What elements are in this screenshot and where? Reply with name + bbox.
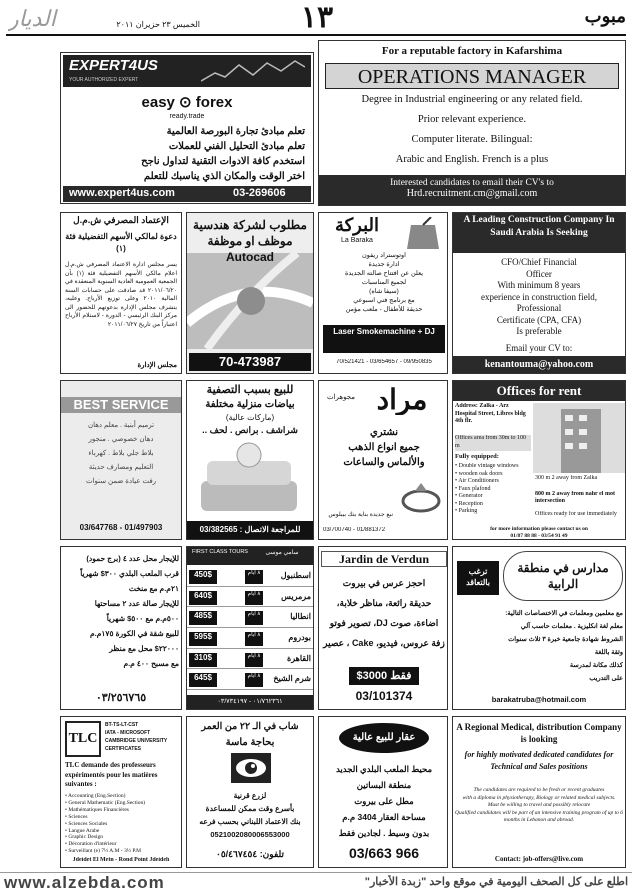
offices-address: Address: Zalka - Arz Hospital Street, Libres bldg 4th flr.: [455, 403, 526, 424]
jewel-line: نشتري: [369, 427, 399, 438]
rent-phone: ٠٣/٢٥٦٧٦٥: [95, 692, 147, 704]
offices-equip-list: [455, 463, 531, 525]
rent-line: ٥٠٠م.م مع ٥٠٠$ شهرياً: [106, 614, 179, 623]
best-phones: 03/647768 - 01/497903: [79, 523, 163, 532]
tour-city: مرمريس: [281, 591, 311, 601]
section-title: مبوب: [584, 6, 626, 26]
tour-row: [187, 650, 313, 670]
ad-ops-line: Arabic and English. French is a plus: [395, 154, 549, 165]
verdun-price: فقط 3000$: [349, 667, 419, 685]
school-lines: [457, 607, 623, 691]
construction-email-label: Email your CV to:: [505, 343, 573, 353]
tours-head: [187, 547, 313, 565]
offices-equip-item: • Double vintage windows: [455, 463, 531, 471]
jewel-logo: مراد: [376, 385, 428, 415]
fez-hat-icon: [403, 217, 443, 251]
expert-line: تعلم مبادئ التحليل الفني للعملات: [168, 141, 305, 152]
school-line: كذلك مكانة لمدرسة: [569, 662, 623, 669]
ad-rent: [60, 546, 182, 710]
school-email: barakatruba@hotmail.com: [491, 695, 587, 704]
tours-footer: ٠١/٧٦٢٣٦١ - ٠٣/٧٣٤١٩٧: [187, 695, 313, 709]
offices-phones: 01/87 88 88 - 03/54 91 49: [510, 533, 568, 539]
offices-note: 800 m 2 away from nahr el mot intersection: [535, 491, 615, 504]
tour-city: اسطنبول: [280, 571, 311, 580]
ad-job: [186, 716, 314, 868]
construction-line: Officer: [526, 268, 552, 279]
land-line: بدون وسيط . لجادين فقط: [338, 828, 430, 838]
engineer-title: مطلوب لشركة هندسية موظف او موظفة Autocad: [193, 218, 307, 264]
medical-title: A Regional Medical, distribution Company is looking: [456, 722, 622, 744]
offices-note: Offices ready for use immediately: [535, 511, 617, 517]
jewel-lines: [321, 425, 447, 473]
verdun-line: زفة عروس، فيديو، Cake ، عصير: [323, 638, 445, 648]
job-line: بأسرع وقت ممكن للمساعدة: [205, 804, 295, 813]
verdun-line: حديقة رائعة، مناظر خلابة،: [336, 598, 432, 608]
tours-company: FIRST CLASS TOURS: [192, 549, 248, 555]
expert-line: تعلم مبادئ تجارة البورصة العالمية: [166, 126, 305, 137]
land-title: عقار للبيع عالية: [339, 723, 429, 753]
construction-line: Is preferable: [516, 326, 562, 336]
baraka-line: يعلن عن افتتاح صالته الجديدة: [344, 270, 424, 277]
job-lines: [189, 789, 311, 845]
tour-price: 485$: [189, 611, 217, 625]
ad-engineer: [186, 212, 314, 374]
construction-lines: [453, 257, 625, 341]
job-line: لزرع قرنية: [233, 791, 267, 800]
medical-line: Qualified candidates will be part of an intensive training program of up to 6 months in Lebanon and abroad.: [455, 809, 623, 823]
baraka-logo-sub: La Baraka: [341, 237, 373, 244]
tlc-logo: TLC: [65, 721, 101, 757]
verdun-line: احجز عرس في بيروت: [342, 578, 426, 588]
best-line: ترميم أبنية . معلم دهان: [87, 422, 155, 429]
offices-note: 300 m 2 away from Zalka: [535, 475, 598, 481]
jewel-line: والألماس والساعات: [343, 457, 425, 468]
baraka-dj: Laser Smokemachine + DJ: [323, 325, 445, 353]
tour-days: ٨ أيام: [245, 673, 263, 687]
land-line: محيط الملعب البلدي الجديد: [335, 764, 433, 774]
ad-medical: [452, 716, 626, 868]
page-header: [0, 0, 632, 38]
offices-equip-title: Fully equipped:: [455, 453, 499, 460]
tlc-item: • Accounting (Eng.Section): [65, 793, 179, 800]
eye-icon: [231, 753, 271, 783]
best-line: التعليم ومصارف حديثة: [88, 464, 154, 471]
ad-bank: [60, 212, 182, 374]
ad-expert4us: [60, 52, 314, 204]
rent-line: مع مسبح ٤٠٠ م.م: [123, 659, 179, 668]
offices-equip-item: • Reception: [455, 501, 531, 509]
land-line: منطقة البساتين: [356, 780, 412, 790]
tlc-item: • Surveillant (e) 7½ A.M - 3½ P.M: [65, 848, 179, 855]
tours-table: [187, 567, 313, 691]
construction-line: experience in construction field,: [481, 291, 597, 302]
tlc-item: • Graphic Design: [65, 834, 179, 841]
job-subtitle: بحاجة ماسة: [225, 737, 275, 748]
jewel-line: جميع انواع الذهب: [348, 442, 420, 453]
stock-chart-icon: [201, 59, 305, 85]
land-phone: 03/663 966: [348, 845, 420, 861]
construction-title: A Leading Construction Company In Saudi Arabia Is Seeking: [453, 213, 625, 253]
baraka-phones: 70/521421 - 03/654657 - 09/950835: [336, 359, 432, 365]
bank-subtitle: دعوة لمالكي الأسهم التفضيلية فئة (١): [65, 232, 177, 253]
baraka-line: اوتوستراد ريفون: [362, 252, 406, 259]
ad-baraka: [318, 212, 448, 374]
school-line: مع معلمين ومعلمات في الاختصاصات التالية:: [505, 610, 623, 617]
medical-lines: [455, 787, 623, 853]
expert-website: www.expert4us.com: [69, 187, 175, 199]
land-line: مساحة العقار 3404 م.م: [342, 812, 426, 822]
construction-line: With minimum 8 years: [497, 280, 581, 290]
school-logo: مدارس في منطقة الرابية: [503, 551, 623, 601]
tour-row: [187, 567, 313, 587]
best-title: BEST SERVICE: [61, 397, 181, 413]
rent-line: ٢١م.م مع منخت: [128, 584, 179, 593]
tour-price: 645$: [189, 673, 217, 687]
tlc-address: Jdeidet El Metn - Rond Point Jdeideh: [72, 857, 170, 863]
tlc-item: • Mathématiques Financières: [65, 807, 179, 814]
offices-more: for more information please contact us on: [490, 526, 588, 532]
ad-jewel: [318, 380, 448, 540]
tlc-head: [105, 721, 181, 757]
rent-line: للإيجار محل عدد ٤ (برج حمود): [86, 554, 179, 563]
construction-email: kenantouma@yahoo.com: [453, 356, 625, 373]
rent-line: ٢٢٠٠٠$ محل مع منظر: [109, 644, 179, 653]
job-line: 0521002080006553000: [210, 830, 290, 839]
tlc-item: • Sciences: [65, 814, 179, 821]
tour-city: انطاليا: [290, 612, 311, 622]
bank-body: يسر مجلس ادارة الاعتماد المصرفي ش.م.ل اعلام مالكي الأسهم التفضيلية فئة (١) بأن الجمعية العمومية العادية السنوية المنعقدة في ٢٠١١/٠٦/٢٠ قد صادقت على حسابات السنة المالية ٢٠١٠ وعلى توزيع الأرباح. وعليه، يتشرف مجلس الإدارة بدعوتهم للحضور الى مركز البنك الرئيسي - الدورة - لاستلام الأرباح اعتباراً من تاريخ ٢٠١١/٠٦/٢٧: [65, 262, 177, 328]
fabric-subtitle: بياضات منزلية مختلفة: [205, 399, 295, 410]
expert-logo: EXPERT4US: [69, 57, 158, 74]
offices-equip-item: • Faux plafond: [455, 486, 531, 494]
ring-image-icon: [399, 481, 443, 515]
tour-days: ٨ أيام: [245, 611, 263, 625]
towels-image-icon: [193, 441, 307, 517]
ad-ops-line: Prior relevant experience.: [417, 114, 527, 125]
tour-days: ٨ أيام: [245, 653, 263, 667]
forex-brand-sub: ready.trade: [169, 113, 205, 120]
tour-row: [187, 608, 313, 628]
baraka-line: حديقة للأطفال - ملعب مؤمن: [345, 306, 423, 313]
baraka-line: ادارة جديدة: [368, 261, 400, 268]
school-line: على التدريب: [589, 675, 623, 682]
baraka-line: لجميع المناسبات: [361, 279, 407, 286]
ad-verdun: [318, 546, 448, 710]
tlc-list: [65, 793, 179, 855]
verdun-line: اضاءة، صوت DJ، تصوير فوتو: [329, 618, 439, 628]
ad-ops-line: Computer literate. Bilingual:: [411, 134, 533, 145]
best-lines: [65, 419, 177, 511]
tour-price: 450$: [189, 570, 217, 584]
ad-fabric: [186, 380, 314, 540]
bank-title: الإعتماد المصرفي ش.م.ل: [73, 215, 169, 225]
tour-price: 310$: [189, 653, 217, 667]
issue-date: الخميس ٢٣ حزيران ٢٠١١: [116, 20, 200, 29]
tlc-head-line: BT-TS-LT-CST: [105, 722, 139, 728]
tlc-head-line: CERTIFICATES: [105, 746, 142, 752]
tlc-item: • Sciences Sociales: [65, 821, 179, 828]
best-line: دهان خصوصي . منجور: [88, 436, 154, 443]
tlc-item: • Langue Arabe: [65, 828, 179, 835]
ad-ops-line: Degree in Industrial engineering or any related field.: [361, 94, 583, 105]
jewel-address: نبع جديدة بناية بنك بيبلوس: [328, 512, 393, 518]
building-image-icon: [533, 403, 625, 473]
tour-row: [187, 629, 313, 649]
school-line: معلم لغة انكليزية . معلمات حاسب آلي: [520, 623, 623, 630]
tour-row: [187, 588, 313, 608]
verdun-title: Jardin de Verdun: [321, 551, 447, 567]
paper-logo: الديار: [8, 6, 56, 31]
medical-line: with a diploma in physiotherapy, Biology or related medical subjects.: [462, 794, 616, 801]
tour-days: ٨ أيام: [245, 570, 263, 584]
header-rule: [6, 34, 626, 36]
rent-line: قرب الملعب البلدي ٣٠٠$ شهرياً: [80, 569, 179, 578]
fabric-brands: (ماركات عالية): [225, 413, 275, 422]
baraka-line: (سيفا شاه): [369, 288, 399, 295]
medical-subtitle: for highly motivated dedicated candidates for Technical and Sales positions: [464, 750, 614, 771]
rent-line: للبيع شقة في الكورة ١٧٥م.م: [90, 629, 179, 638]
tour-price: 595$: [189, 632, 217, 646]
tour-city: بودروم: [288, 633, 311, 642]
ad-ops-footer-text: Interested candidates to email their CV's to: [390, 178, 554, 188]
ad-tlc: [60, 716, 182, 868]
school-line: وثقة باللغة: [594, 649, 623, 656]
school-tag: ترغب بالتعاقد: [457, 561, 499, 595]
tour-city: شرم الشيخ: [273, 674, 311, 684]
expert-tagline: YOUR AUTHORIZED EXPERT: [69, 77, 139, 83]
rent-lines: [65, 551, 179, 687]
footer-slogan: اطلع على كل الصحف اليومية في موقع واحد "زبدة الأخبار": [364, 876, 628, 888]
offices-equip-item: • wooden oak doors: [455, 471, 531, 479]
expert-line: اختر الوقت والمكان الذي يناسبك للتعلم: [143, 171, 305, 182]
footer-website-link[interactable]: www.alzebda.com: [4, 873, 165, 891]
engineer-phone: 70-473987: [189, 353, 311, 371]
tlc-item: • Décoration d'intérieur: [65, 841, 179, 848]
land-lines: [321, 761, 447, 843]
ad-land: [318, 716, 448, 868]
tlc-item: • General Mathematic (Eng.Section): [65, 800, 179, 807]
baraka-lines: [323, 251, 445, 317]
construction-line: Certificate (CPA, CFA): [496, 314, 582, 325]
footer-banner: [0, 872, 632, 891]
jewel-phones: 03/700740 - 01/881372: [323, 527, 386, 533]
jewel-logo-sub: مجوهرات: [327, 394, 355, 401]
verdun-phone: 03/101374: [355, 689, 413, 703]
ad-school: [452, 546, 626, 710]
ad-ops-title: OPERATIONS MANAGER: [325, 63, 619, 89]
ad-ops-footer: [319, 175, 625, 205]
school-line: الشروط شهادة جامعية خبرة ٣ ثلاث سنوات: [508, 636, 623, 643]
medical-line: The candidates are required to be fresh or recent graduates: [473, 787, 605, 793]
construction-line: CFO/Chief Financial: [501, 257, 577, 267]
tour-price: 640$: [189, 591, 217, 605]
medical-contact: Contact: job-offers@live.com: [494, 855, 584, 863]
tlc-title: TLC demande des professeurs expérimentés pour les matières suivantes :: [65, 761, 158, 788]
offices-title: Offices for rent: [453, 381, 625, 401]
offices-equip-item: • Generator: [455, 493, 531, 501]
forex-brand: easy ⊙ forex: [141, 94, 233, 111]
land-line: مطل على بيروت: [354, 796, 414, 806]
tour-row: [187, 670, 313, 690]
best-line: بلاط جلي بلاط . كهرباء: [88, 450, 154, 457]
ad-ops-top: For a reputable factory in Kafarshima: [381, 45, 563, 57]
expert-phone: 03-269606: [233, 187, 286, 199]
job-title: شاب في الـ ٢٢ من العمر: [201, 721, 299, 732]
bank-sign: مجلس الإدارة: [137, 362, 177, 369]
ad-construction: [452, 212, 626, 374]
offices-size: Offices area from 30m to 100 m: [455, 435, 531, 451]
baraka-logo: البركة: [334, 215, 380, 235]
tlc-head-line: CAMBRIDGE UNIVERSITY: [105, 738, 168, 744]
ad-tours: [186, 546, 314, 710]
fabric-phone: للمراجعة الاتصال : 03/382565: [187, 521, 313, 539]
job-phone: تلفون: ٠٥/٤٦٧٤٥٤: [216, 849, 284, 859]
rent-line: للإيجار صالة عدد ٢ مساحتها: [94, 599, 179, 608]
ad-ops-email: Hrd.recruitment.cm@gmail.com: [406, 188, 538, 199]
fabric-items: شراشف . برانص . لحف ..: [202, 425, 298, 435]
verdun-lines: [321, 573, 447, 661]
job-line: بنك الاعتماد اللبناني بحسب فرعه: [199, 817, 301, 826]
expert-line: استخدم كافة الادوات التقنية لتداول ناجح: [141, 156, 305, 167]
ad-offices: [452, 380, 626, 540]
fabric-title: للبيع بسبب التصفية: [206, 384, 294, 396]
tour-city: القاهرة: [287, 653, 311, 663]
tour-days: ٨ أيام: [245, 591, 263, 605]
expert-footer: [63, 186, 311, 202]
medical-line: Must be willing to travel and possibly relocate: [487, 802, 591, 808]
tours-agent: سامي موسى: [265, 550, 299, 556]
offices-equip-item: • Parking: [455, 508, 531, 516]
baraka-line: مع برنامج فني اسبوعي: [353, 297, 415, 304]
ad-operations-manager: [318, 40, 626, 206]
construction-line: Professional: [516, 303, 562, 313]
offices-equip-item: • Air Conditioners: [455, 478, 531, 486]
tlc-head-line: IATA - MICROSOFT: [105, 730, 151, 736]
tour-days: ٨ أيام: [245, 632, 263, 646]
ad-best-service: [60, 380, 182, 540]
best-line: رفت عيادة ضمن سنوات: [85, 478, 157, 485]
page-number: ١٣: [300, 1, 334, 34]
